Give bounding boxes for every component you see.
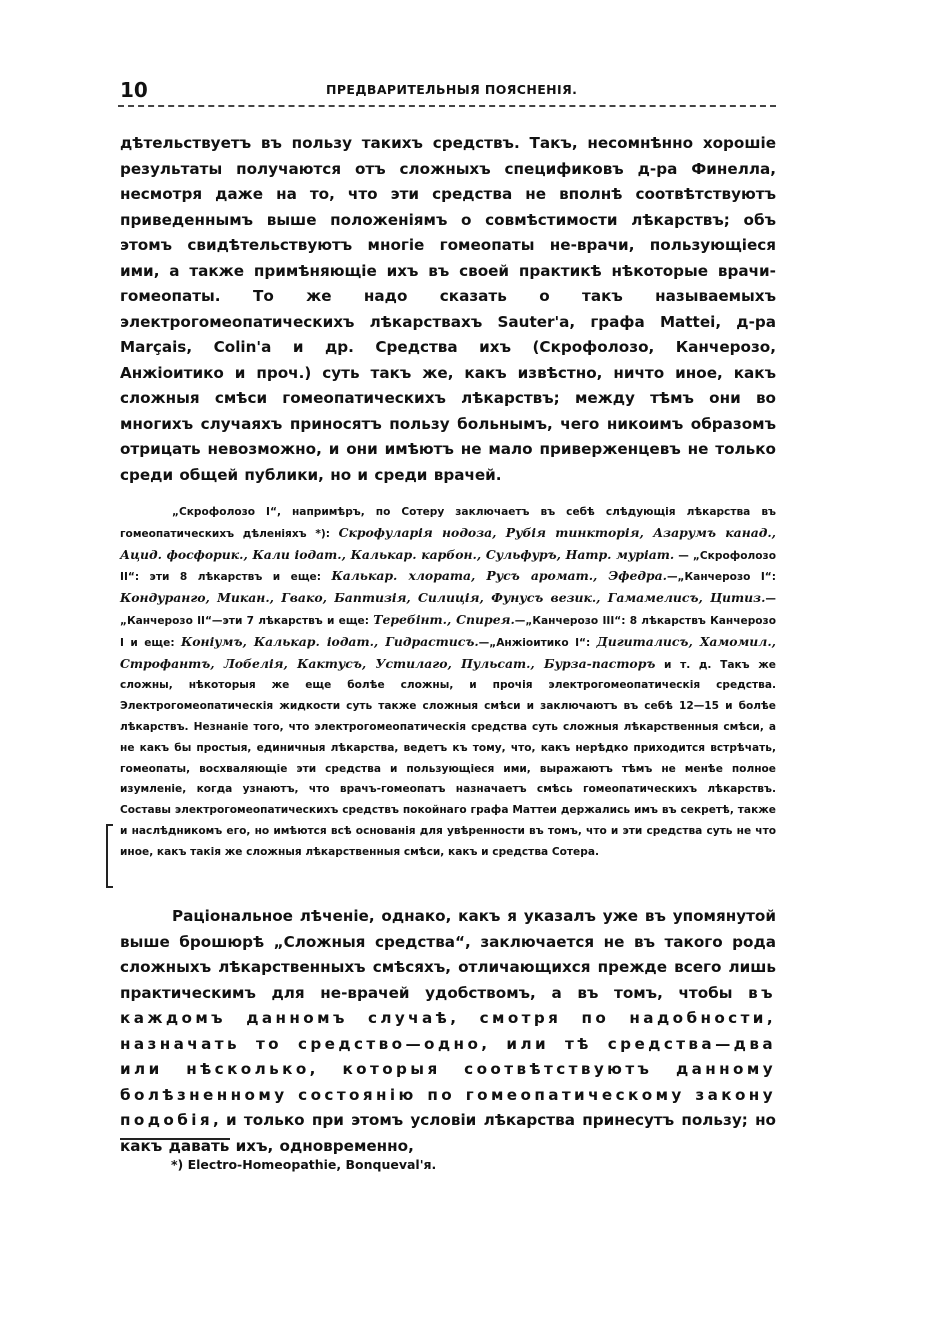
note-remedy-list: Калькар. хлората, Русъ аромат., Эфедра. bbox=[331, 568, 667, 584]
margin-bracket-mark bbox=[106, 824, 113, 888]
spaced-emphasis-text: въ каждомъ данномъ случаѣ, смотря по надобности, назначать то средство—одно, или тѣ средства—два или нѣсколько, которыя соотвѣтствуютъ данному болѣзненному состоянію по гомеопатическому закону подобія bbox=[120, 983, 776, 1129]
note-remedy-list: Дигиталисъ, Хамомил., Строфантъ, Лобелія, Кактусъ, Устилаго, Пульсат., Бурза-пасторъ bbox=[120, 633, 776, 671]
note-text: и т. д. Такъ же сложны, нѣкоторыя же еще болѣе сложны, и прочія электрогомеопатическія средства. Электрогомеопатическія жидкости суть также сложныя смѣси и заключаютъ въ себѣ 12—15 и болѣе лѣкарствъ. Незнаніе того, что электрогомеопатическія средства суть сложныя лѣкарственныя смѣси, а не какъ бы простыя, единичныя лѣкарства, ведетъ къ тому, что, какъ нерѣдко приходится встрѣчать, гомеопаты, восхваляющіе эти средства и пользующіеся ими, выражаютъ тѣмъ не менѣе полное изумленіе, когда узнаютъ, что врачъ-гомеопатъ назначаетъ смѣсь гомеопатическихъ лѣкарствъ. Составы электрогомеопатическихъ средствъ покойнаго графа Маттеи держались имъ въ секретѣ, также и наслѣдникомъ его, но имѣются всѣ основанія для увѣренности въ томъ, что и эти средства суть не что иное, какъ такія же сложныя лѣкарственныя смѣси, какъ и средства Сотера. bbox=[120, 658, 776, 858]
body-paragraph-1: дѣтельствуетъ въ пользу такихъ средствъ. Такъ, несомнѣнно хорошіе результаты получаются отъ сложныхъ спецификовъ д-ра Финелла, несмотря даже на то, что эти средства не вполнѣ соотвѣтствуютъ приведеннымъ выше положеніямъ о совмѣстимости лѣкарствъ; объ этомъ свидѣтельствуютъ многіе гомеопаты не-врачи, пользующіеся ими, а также примѣняющіе ихъ въ своей практикѣ нѣкоторые врачи-гомеопаты. То же надо сказать о такъ называемыхъ электрогомеопатическихъ лѣкарствахъ Sauter'а, графа Mattei, д-ра Marçais, Colin'а и др. Средства ихъ (Скрофолозо, Канчерозо, Анжіоитико и проч.) суть такъ же, какъ извѣстно, ничто иное, какъ сложныя смѣси гомеопатическихъ лѣкарствъ; между тѣмъ они во многихъ случаяхъ приносятъ пользу больнымъ, чего никоимъ образомъ отрицать невозможно, и они имѣютъ не мало приверженцевъ не только среди общей публики, но и среди врачей. bbox=[120, 134, 776, 484]
note-text: —„Канчерозо I“: bbox=[666, 571, 777, 584]
note-remedy-list: Скрофуларія нодоза, Рубія тинкторія, Азарумъ канад., Ацид. фосфорик., Кали іодат., Калькар. карбон., Сульфуръ, Натр. муріат. bbox=[120, 524, 776, 562]
note-text: —„Канчерозо II“—эти 7 лѣкарствъ и еще: bbox=[120, 593, 776, 627]
body-paragraph-2 bbox=[120, 904, 776, 1159]
running-title: ПРЕДВАРИТЕЛЬНЫЯ ПОЯСНЕНІЯ. bbox=[326, 82, 578, 97]
note-paragraph bbox=[120, 502, 776, 863]
note-text: „Скрофолозо I“, напримѣръ, по Сотеру заключаетъ въ себѣ слѣдующія лѣкарства въ гомеопатическихъ дѣленіяхъ *): bbox=[120, 506, 776, 540]
paragraph-text: , и только при этомъ условіи лѣкарства принесутъ пользу; но какъ давать ихъ, одновременно, bbox=[120, 1111, 776, 1155]
note-text: — „Скрофолозо II“: эти 8 лѣкарствъ и еще: bbox=[120, 549, 776, 584]
paragraph-text: Раціональное лѣченіе, однако, какъ я указалъ уже въ упомянутой выше брошюрѣ „Сложныя средства“, заключается не въ такого рода сложныхъ лѣкарственныхъ смѣсяхъ, отличающихся прежде всего лишь практическимъ для не-врачей удобствомъ, а въ томъ, чтобы bbox=[120, 907, 776, 1002]
footnote-rule bbox=[120, 1138, 230, 1140]
header-rule bbox=[118, 105, 776, 107]
note-remedy-list: Кондуранго, Микан., Гвако, Баптизія, Силиція, Фунусъ везик., Гамамелисъ, Цитиз. bbox=[120, 590, 766, 606]
note-text: —„Канчерозо III“: 8 лѣкарствъ Канчерозо I и еще: bbox=[120, 614, 776, 649]
note-remedy-list: Коніумъ, Калькар. іодат., Гидрастисъ. bbox=[181, 633, 479, 649]
note-text: —„Анжіоитико I“: bbox=[478, 636, 597, 649]
note-remedy-list: Теребінт., Спирея. bbox=[373, 611, 515, 627]
page-number: 10 bbox=[120, 78, 148, 102]
footnote: *) Electro-Homeopathie, Bonqueval'я. bbox=[171, 1157, 437, 1172]
